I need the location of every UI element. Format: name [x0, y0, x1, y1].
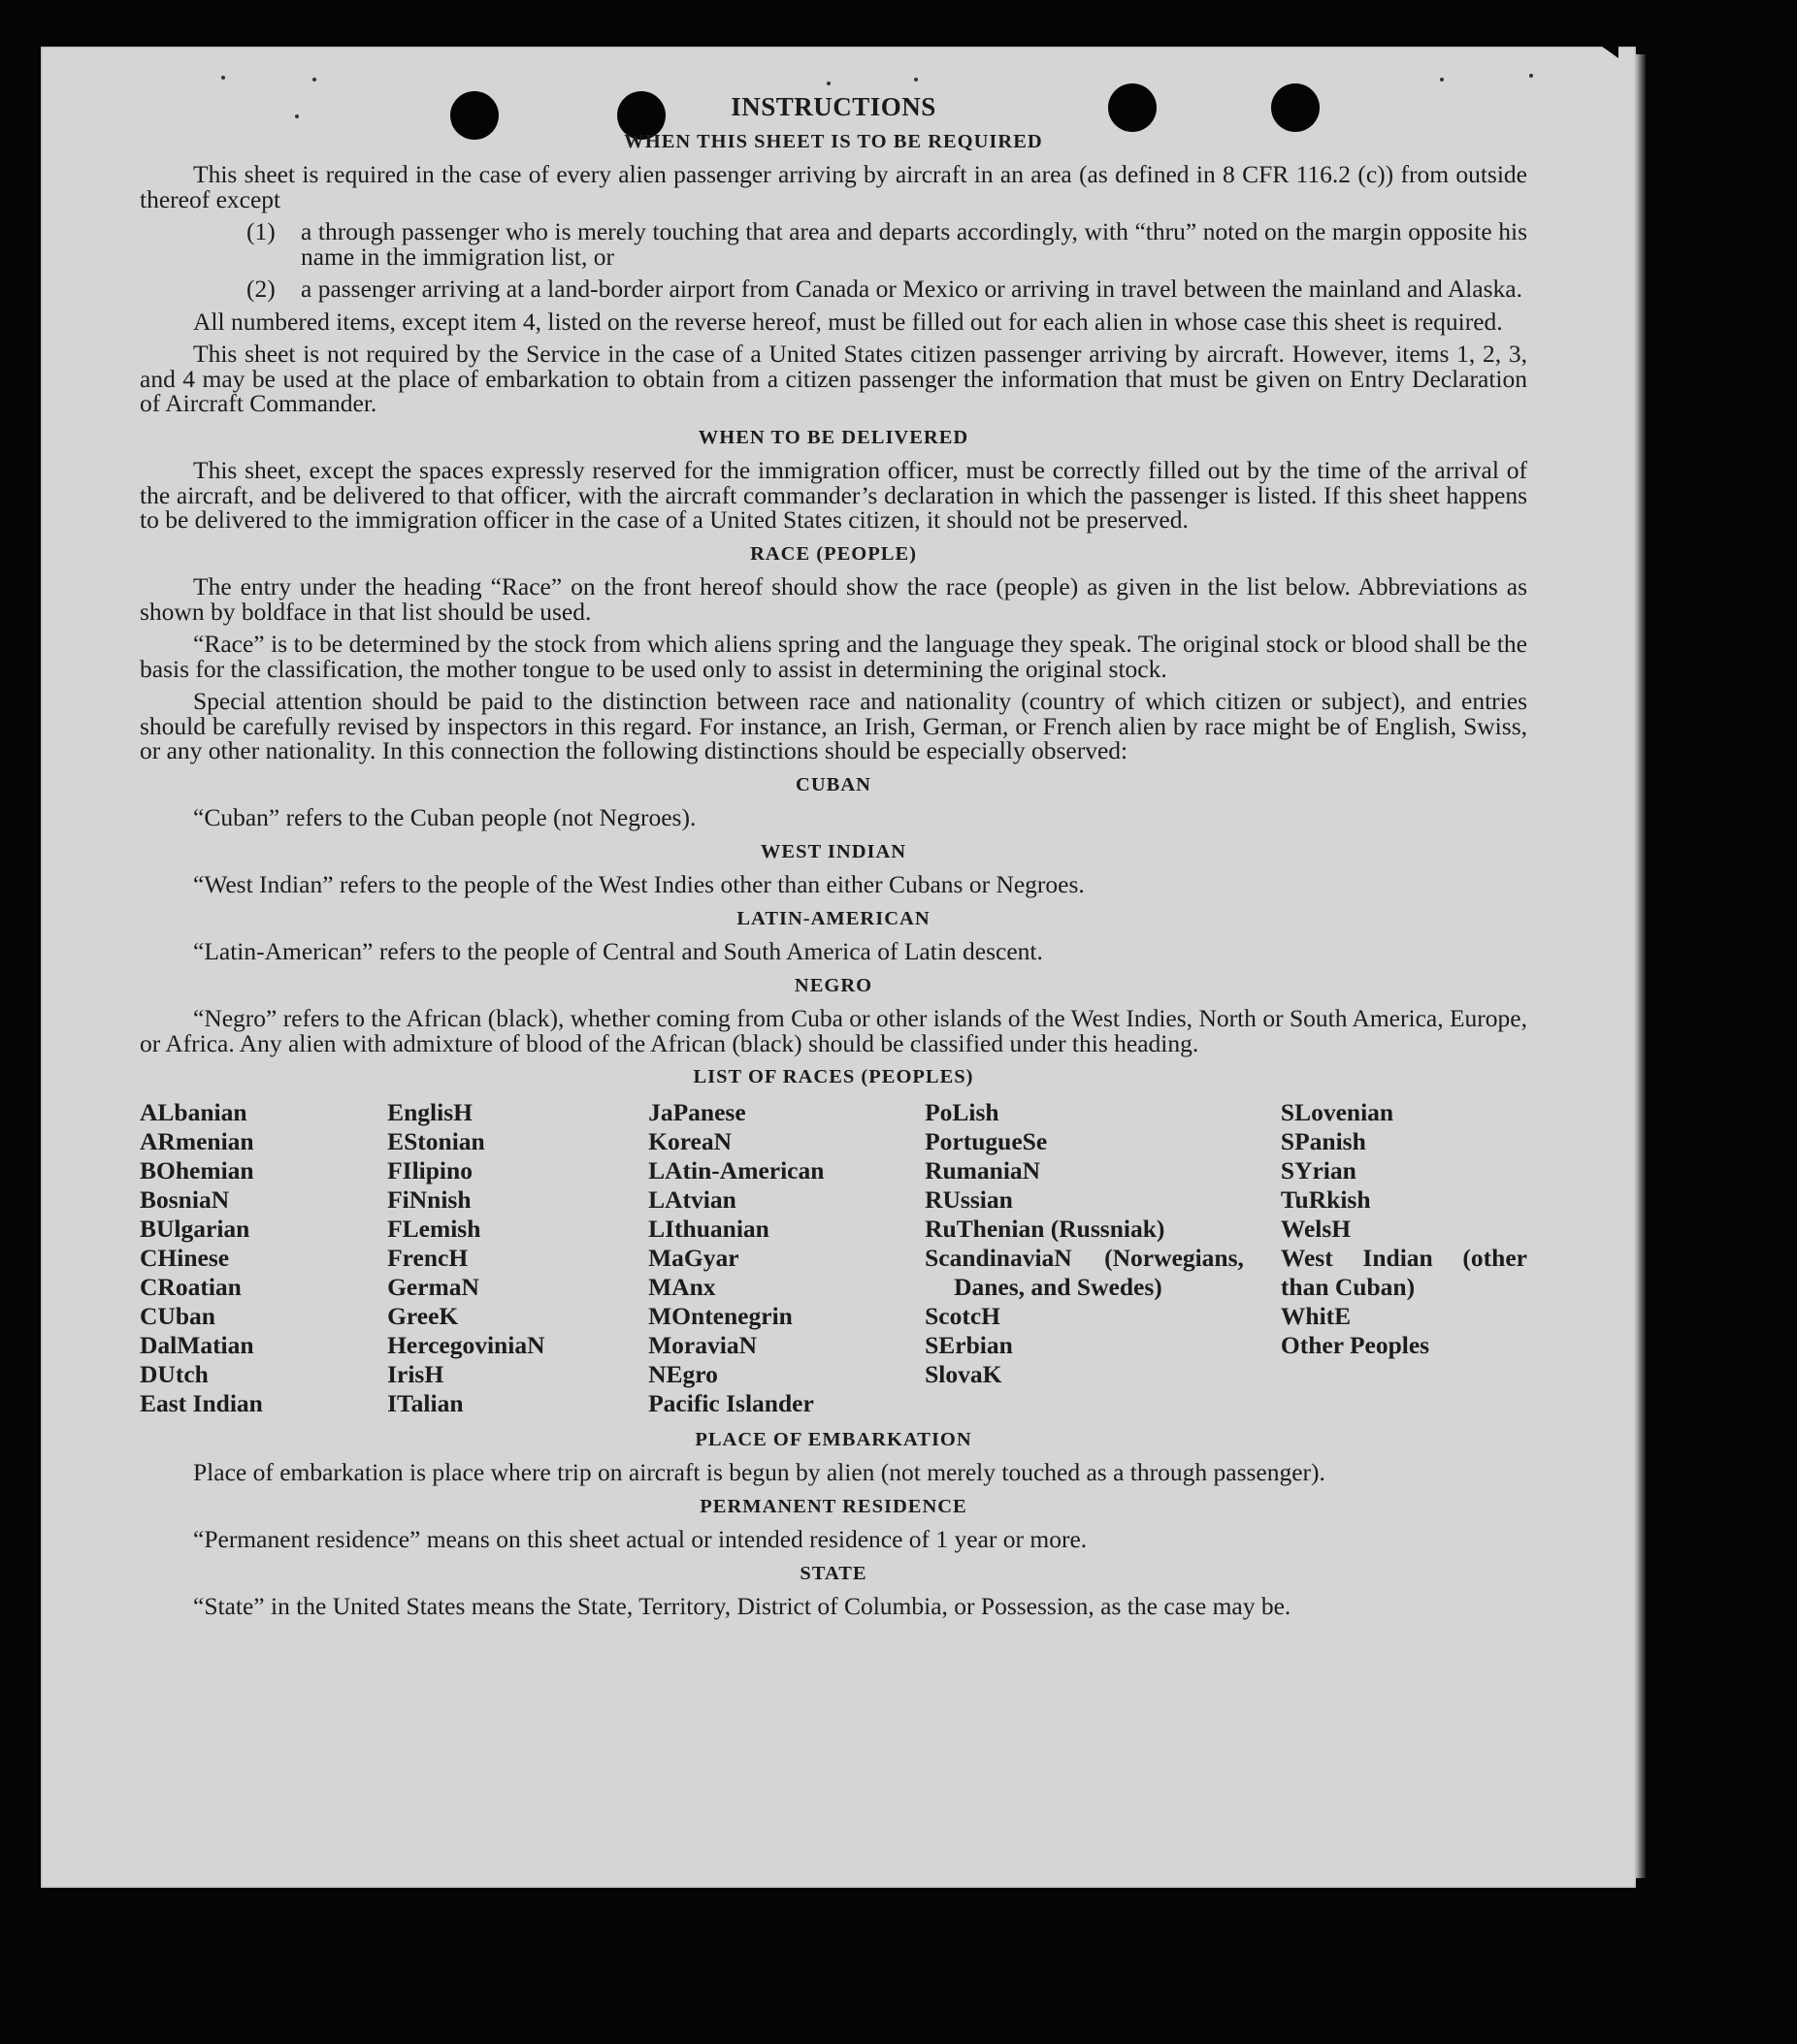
race-entry: BOhemian: [140, 1155, 254, 1184]
paragraph: Special attention should be paid to the distinction between race and nationality (country of which citizen or subject), and entries should be carefully revised by inspectors in this regard. For instance, an Irish, German, or French alien by race might be of English, Swiss, or any other nationality. In this connection the following distinctions should be especially observed:: [140, 687, 1527, 764]
race-entry: WelsH: [1280, 1214, 1352, 1243]
race-entry: DUtch: [140, 1359, 209, 1388]
paragraph: “Negro” refers to the African (black), whether coming from Cuba or other islands of the West Indies, North or South America, Europe, or Africa. Any alien with admixture of blood of the African (black) should be classified under this heading.: [140, 1004, 1527, 1057]
heading-negro: NEGRO: [794, 974, 873, 996]
race-column-3: [648, 1098, 925, 1418]
race-entry: RuThenian (Russniak): [925, 1214, 1165, 1243]
race-entry: DalMatian: [140, 1330, 254, 1359]
race-entry: MaGyar: [648, 1243, 739, 1272]
race-entry: BUlgarian: [140, 1214, 250, 1243]
race-entry: LAtvian: [648, 1184, 736, 1214]
race-entry: RumaniaN: [925, 1155, 1041, 1184]
speck: [1529, 74, 1533, 78]
race-entry: West Indian (other than Cuban): [1280, 1243, 1527, 1301]
race-entry: FIlipino: [387, 1155, 473, 1184]
sheet-edge-shadow: [1636, 54, 1646, 1878]
race-entry: PoLish: [925, 1097, 999, 1126]
race-entry: ScandinaviaN (Norwegians, Danes, and Swedes): [925, 1243, 1244, 1301]
paragraph: “Permanent residence” means on this sheet actual or intended residence of 1 year or more.: [193, 1525, 1088, 1553]
race-entry: ScotcH: [925, 1301, 1000, 1330]
race-entry: GreeK: [387, 1301, 459, 1330]
speck: [1440, 78, 1444, 81]
heading-permanent-residence: PERMANENT RESIDENCE: [700, 1495, 967, 1517]
race-entry: EStonian: [387, 1126, 485, 1155]
list-item: [246, 276, 1527, 302]
race-entry: EnglisH: [387, 1097, 473, 1126]
race-column-2: [387, 1098, 648, 1418]
race-entry: GermaN: [387, 1272, 479, 1301]
race-entry: ARmenian: [140, 1126, 254, 1155]
heading-when-delivered: WHEN TO BE DELIVERED: [698, 426, 969, 448]
race-entry: SlovaK: [925, 1359, 1002, 1388]
race-entry: LIthuanian: [648, 1214, 769, 1243]
race-entry: LAtin-American: [648, 1155, 825, 1184]
race-column-4: [925, 1098, 1244, 1418]
paragraph: This sheet is not required by the Service in the case of a United States citizen passenger arriving by aircraft. However, items 1, 2, 3, and 4 may be used at the place of embarkation to obtain from a citizen passenger the information that must be given on Entry Declaration of Aircraft Commander.: [140, 340, 1527, 417]
folded-corner: [1591, 39, 1618, 58]
speck: [827, 81, 831, 85]
speck: [914, 78, 918, 81]
speck: [221, 76, 225, 80]
race-entry: MOntenegrin: [648, 1301, 793, 1330]
paragraph: “West Indian” refers to the people of the West Indies other than either Cubans or Negroes.: [193, 870, 1085, 898]
race-column-1: [140, 1098, 387, 1418]
race-entry: KoreaN: [648, 1126, 733, 1155]
paragraph: “Cuban” refers to the Cuban people (not Negroes).: [193, 803, 697, 831]
race-list: [140, 1098, 1527, 1418]
paragraph: All numbered items, except item 4, listed on the reverse hereof, must be filled out for each alien in whose case this sheet is required.: [193, 307, 1503, 336]
race-entry: FLemish: [387, 1214, 481, 1243]
race-entry: PortugueSe: [925, 1126, 1048, 1155]
heading-place-of-embarkation: PLACE OF EMBARKATION: [695, 1428, 972, 1450]
race-entry: HercegoviniaN: [387, 1330, 545, 1359]
instructions-text: [140, 92, 1527, 1627]
race-entry: SLovenian: [1280, 1097, 1394, 1126]
race-entry: SErbian: [925, 1330, 1013, 1359]
heading-cuban: CUBAN: [796, 773, 871, 795]
race-entry: Other Peoples: [1280, 1330, 1430, 1359]
race-entry: FiNnish: [387, 1184, 472, 1214]
page-title: INSTRUCTIONS: [731, 92, 936, 121]
race-entry: CRoatian: [140, 1272, 242, 1301]
paragraph: This sheet is required in the case of every alien passenger arriving by aircraft in an area (as defined in 8 CFR 116.2 (c)) from outside thereof except: [140, 160, 1527, 213]
paragraph: “Latin-American” refers to the people of Central and South America of Latin descent.: [193, 937, 1043, 965]
race-entry: NEgro: [648, 1359, 718, 1388]
list-item: [246, 219, 1527, 269]
race-entry: MAnx: [648, 1272, 716, 1301]
race-entry: IrisH: [387, 1359, 444, 1388]
heading-list-of-races: LIST OF RACES (PEOPLES): [693, 1066, 974, 1087]
heading-west-indian: WEST INDIAN: [760, 840, 907, 862]
race-entry: MoraviaN: [648, 1330, 757, 1359]
paragraph: This sheet, except the spaces expressly reserved for the immigration officer, must be correctly filled out by the time of the arrival of the aircraft, and be delivered to that officer, with the aircraft commander’s declaration in which the passenger is listed. If this sheet happens to be delivered to the immigration officer in the case of a United States citizen, it should not be preserved.: [140, 456, 1527, 534]
paragraph: Place of embarkation is place where trip on aircraft is begun by alien (not merely touched as a through passenger).: [193, 1458, 1325, 1486]
race-entry: TuRkish: [1280, 1184, 1371, 1214]
race-entry: ITalian: [387, 1388, 464, 1417]
race-entry: SPanish: [1280, 1126, 1366, 1155]
speck: [312, 78, 316, 81]
race-entry: CHinese: [140, 1243, 230, 1272]
race-entry: CUban: [140, 1301, 215, 1330]
item-number: (1): [246, 217, 276, 245]
heading-latin-american: LATIN-AMERICAN: [736, 907, 931, 929]
race-entry: BosniaN: [140, 1184, 230, 1214]
race-entry: ALbanian: [140, 1097, 247, 1126]
item-number: (2): [246, 275, 276, 303]
paragraph: The entry under the heading “Race” on the front hereof should show the race (people) as given in the list below. Abbreviations as shown by boldface in that list should be used.: [140, 572, 1527, 626]
race-entry: WhitE: [1280, 1301, 1352, 1330]
race-column-5: [1281, 1098, 1527, 1418]
race-entry: RUssian: [925, 1184, 1013, 1214]
race-entry: FrencH: [387, 1243, 469, 1272]
paragraph: “Race” is to be determined by the stock from which aliens spring and the language they speak. The original stock or blood shall be the basis for the classification, the mother tongue to be used only to assist in determining the original stock.: [140, 630, 1527, 683]
race-entry: Pacific Islander: [648, 1388, 814, 1417]
race-entry: JaPanese: [648, 1097, 746, 1126]
race-entry: SYrian: [1280, 1155, 1356, 1184]
paragraph: “State” in the United States means the State, Territory, District of Columbia, or Possession, as the case may be.: [193, 1592, 1291, 1620]
heading-when-required: WHEN THIS SHEET IS TO BE REQUIRED: [624, 130, 1043, 152]
heading-state: STATE: [800, 1562, 867, 1584]
item-text: a through passenger who is merely touching that area and departs accordingly, with “thru” noted on the margin opposite his name in the immigration list, or: [301, 217, 1527, 271]
race-entry: East Indian: [140, 1388, 263, 1417]
item-text: a passenger arriving at a land-border airport from Canada or Mexico or arriving in travel between the mainland and Alaska.: [301, 275, 1522, 303]
heading-race: RACE (PEOPLE): [750, 542, 917, 565]
